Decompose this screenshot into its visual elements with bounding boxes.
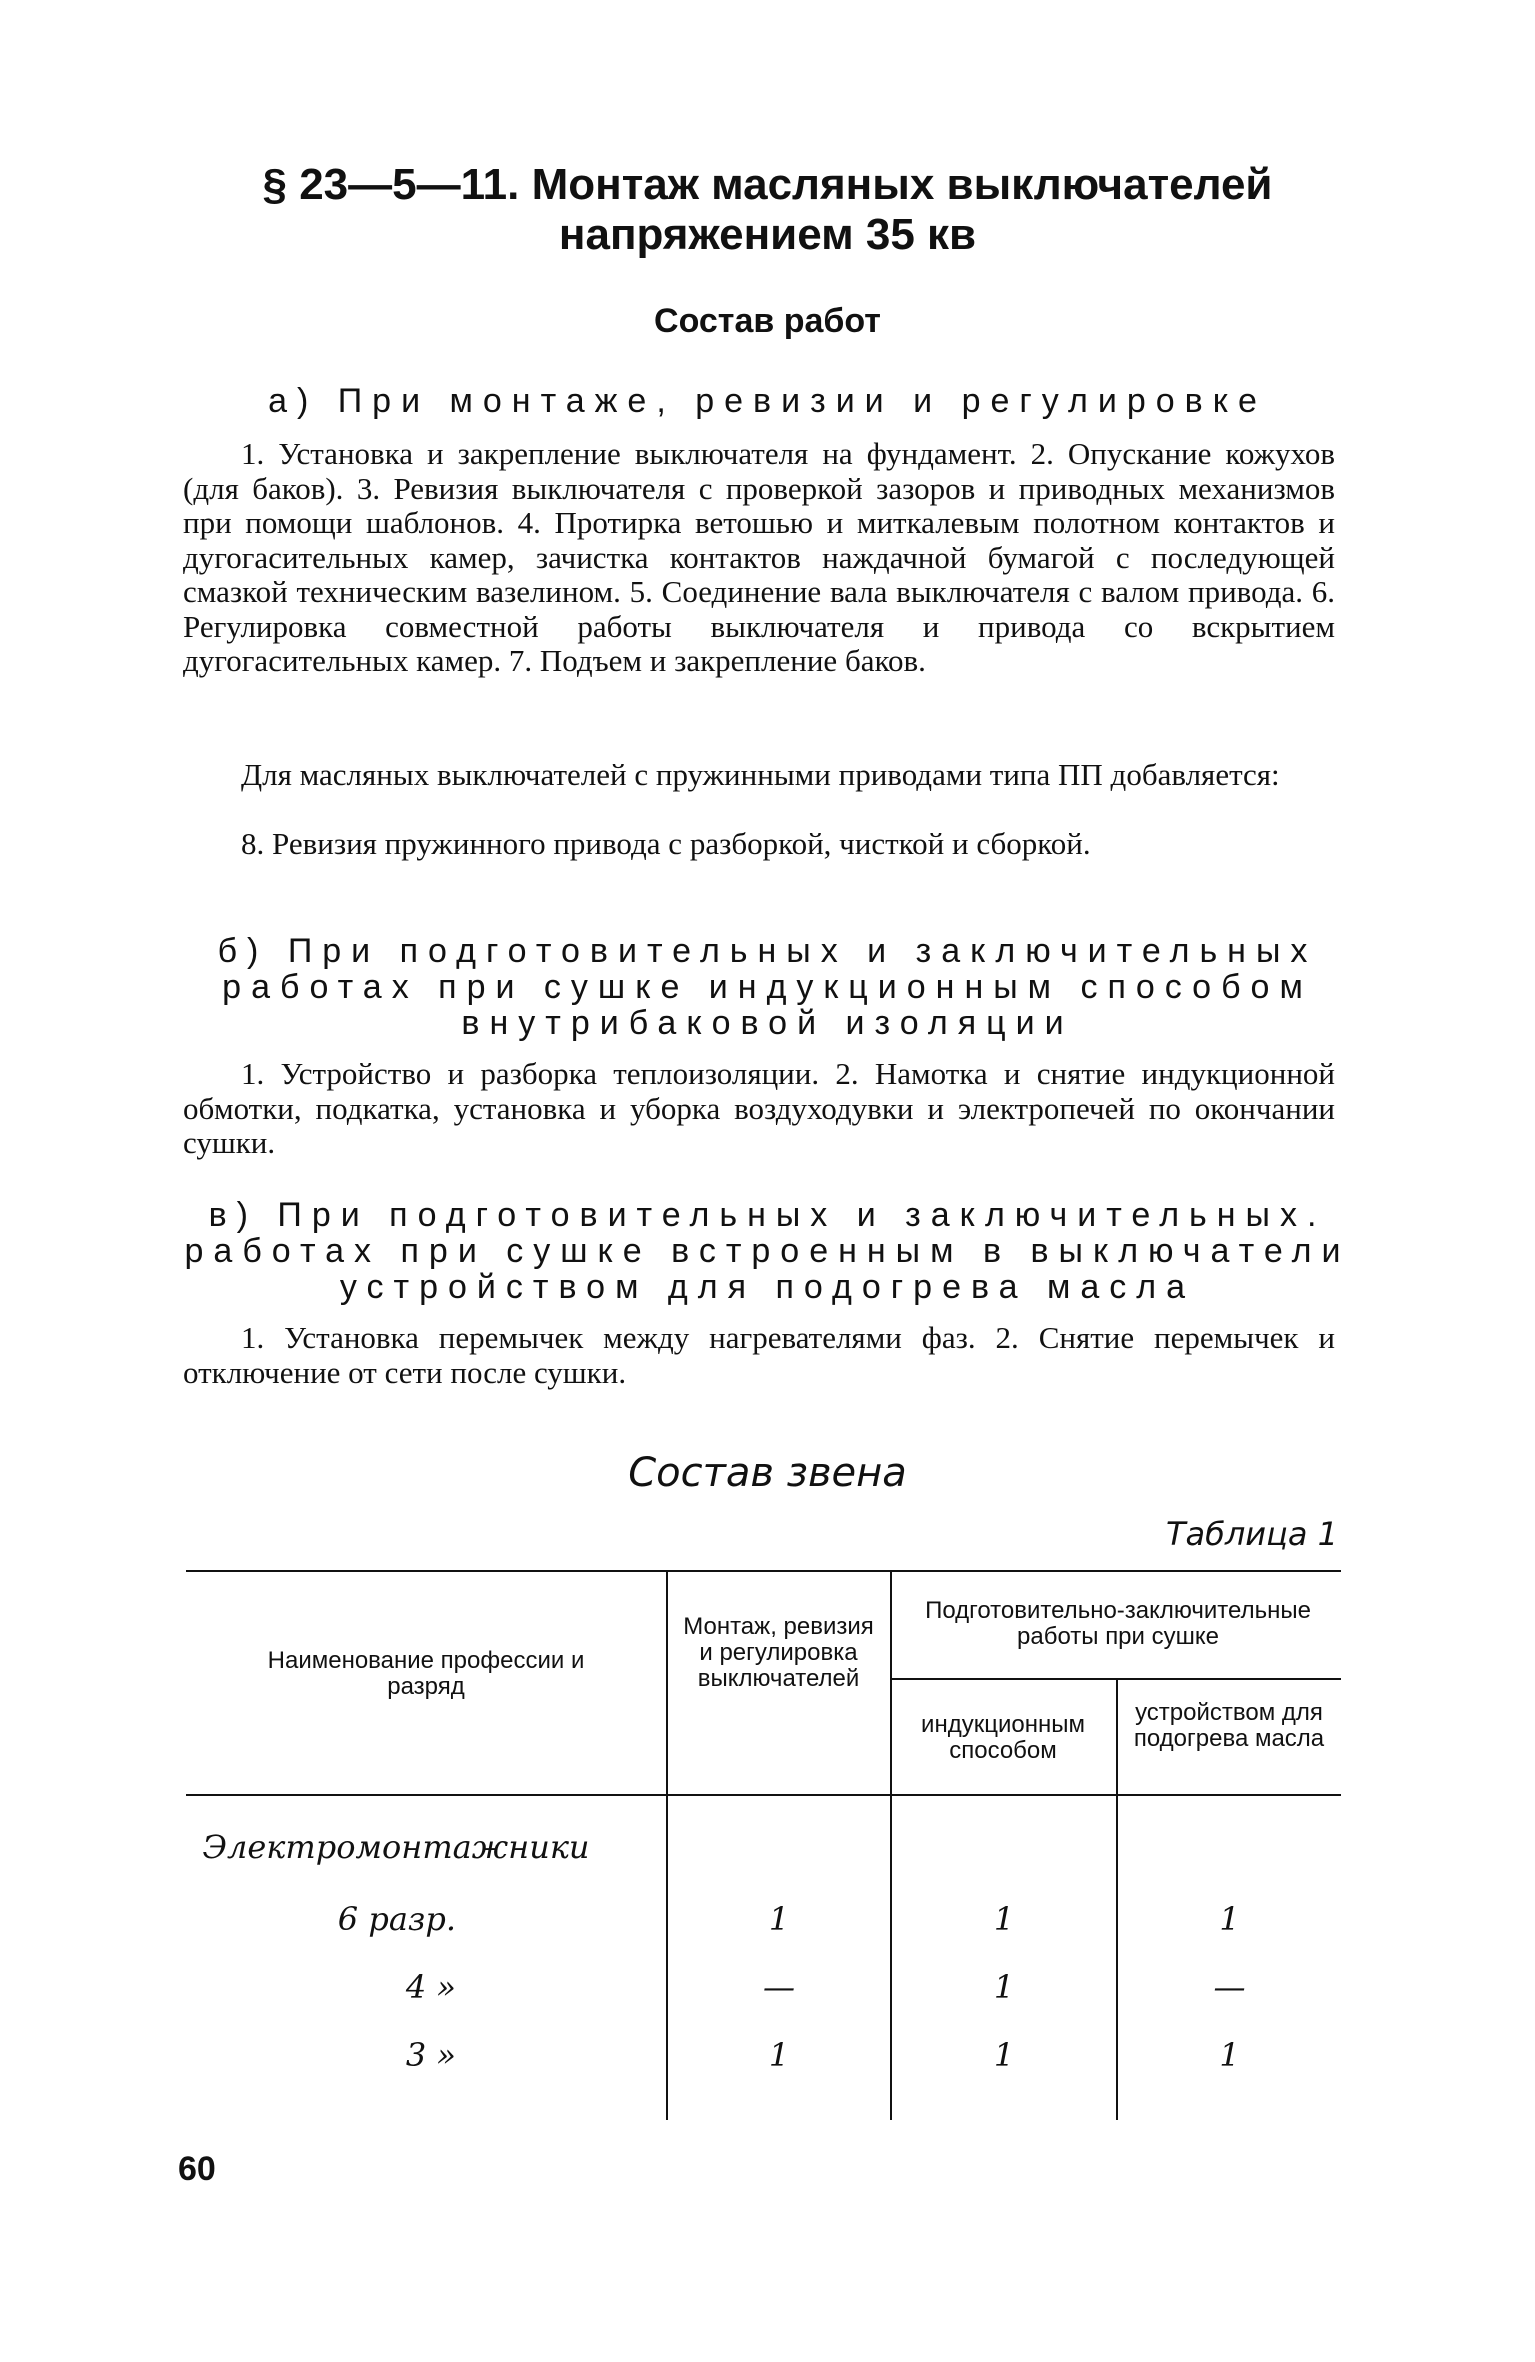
row-value: — — [1213, 1968, 1246, 2006]
subsection-v-paragraph-1-text: 1. Установка перемычек между нагревателями фаз. 2. Снятие перемычек и отключение от сети после сушки. — [183, 1320, 1335, 1390]
group-row-electricians: Электромонтажники — [202, 1828, 590, 1866]
subsection-v-title-line2: работах при сушке встроенным в выключатели — [184, 1232, 1351, 1270]
row-value: 1 — [993, 2036, 1015, 2074]
subsection-a-paragraph-1 — [183, 437, 1335, 679]
subsection-b-title-line2: работах при сушке индукционным способом — [222, 968, 1313, 1006]
table-label: Таблица 1 — [1165, 1515, 1338, 1553]
subsection-a-title: а) При монтаже, ревизии и регулировке — [268, 382, 1267, 420]
table-header-rule — [186, 1794, 1341, 1796]
subsection-a-paragraph-2 — [183, 758, 1335, 793]
row-name: 3 » — [405, 2036, 456, 2074]
subsection-a-paragraph-1-text: 1. Установка и закрепление выключателя на фундамент. 2. Опускание кожухов (для баков). 3. Ревизия выключателя с проверкой зазоров и приводных механизмов при помощи шаблонов. 4. Протирка ветошью и миткалевым полотном контактов и дугогасительных камер, зачистка контактов наждачной бумагой с последующей смазкой техническим вазелином. 5. Соединение вала выключателя с валом привода. 6. Регулировка совместной работы выключателя и привода со вскрытием дугогасительных камер. 7. Подъем и закрепление баков. — [183, 436, 1335, 678]
section-heading-line1: § 23—5—11. Монтаж масляных выключателей — [262, 160, 1273, 209]
page-number: 60 — [178, 2150, 216, 2188]
subsection-v-paragraph-1 — [183, 1321, 1335, 1390]
subsection-b-title-line1: б) При подготовительных и заключительных — [217, 932, 1318, 970]
row-value: 1 — [1219, 2036, 1240, 2074]
crew-composition-title: Состав звена — [628, 1450, 907, 1496]
subsection-b-paragraph-1 — [183, 1057, 1335, 1161]
header-montage: Монтаж, ревизия и регулировка выключателей — [683, 1613, 874, 1692]
row-value: 1 — [768, 2036, 790, 2074]
subsection-b-title-line3: внутрибаковой изоляции — [461, 1004, 1074, 1042]
row-name: 6 разр. — [337, 1900, 456, 1938]
row-value: — — [763, 1968, 795, 2006]
subsection-v-title-line1: в) При подготовительных и заключительных. — [208, 1196, 1327, 1234]
subsection-a-paragraph-3 — [183, 827, 1335, 862]
subsection-v-title-line3: устройством для подогрева масла — [339, 1268, 1196, 1306]
row-value: 1 — [1219, 1900, 1240, 1938]
header-builtin-device: устройством для подогрева масла — [1133, 1699, 1325, 1752]
table-top-rule — [186, 1570, 1341, 1572]
header-induction: индукционным способом — [921, 1711, 1085, 1764]
row-value: 1 — [768, 1900, 790, 1938]
row-value: 1 — [993, 1968, 1015, 2006]
subsection-b-paragraph-1-text: 1. Устройство и разборка теплоизоляции. 2. Намотка и снятие индукционной обмотки, подкатка, установка и уборка воздуходувки и электропечей по окончании сушки. — [183, 1056, 1335, 1160]
work-composition-title: Состав работ — [654, 302, 881, 340]
section-heading-line2: напряжением 35 кв — [558, 210, 977, 259]
header-profession: Наименование профессии и разряд — [267, 1647, 585, 1700]
subsection-a-paragraph-2-text: Для масляных выключателей с пружинными приводами типа ПП добавляется: — [241, 757, 1280, 792]
row-value: 1 — [993, 1900, 1015, 1938]
subsection-a-paragraph-3-text: 8. Ревизия пружинного привода с разборкой, чисткой и сборкой. — [241, 826, 1091, 861]
row-name: 4 » — [405, 1968, 456, 2006]
header-prep-group: Подготовительно-заключительные работы при сушке — [925, 1597, 1311, 1650]
crew-table — [186, 1570, 1341, 2120]
